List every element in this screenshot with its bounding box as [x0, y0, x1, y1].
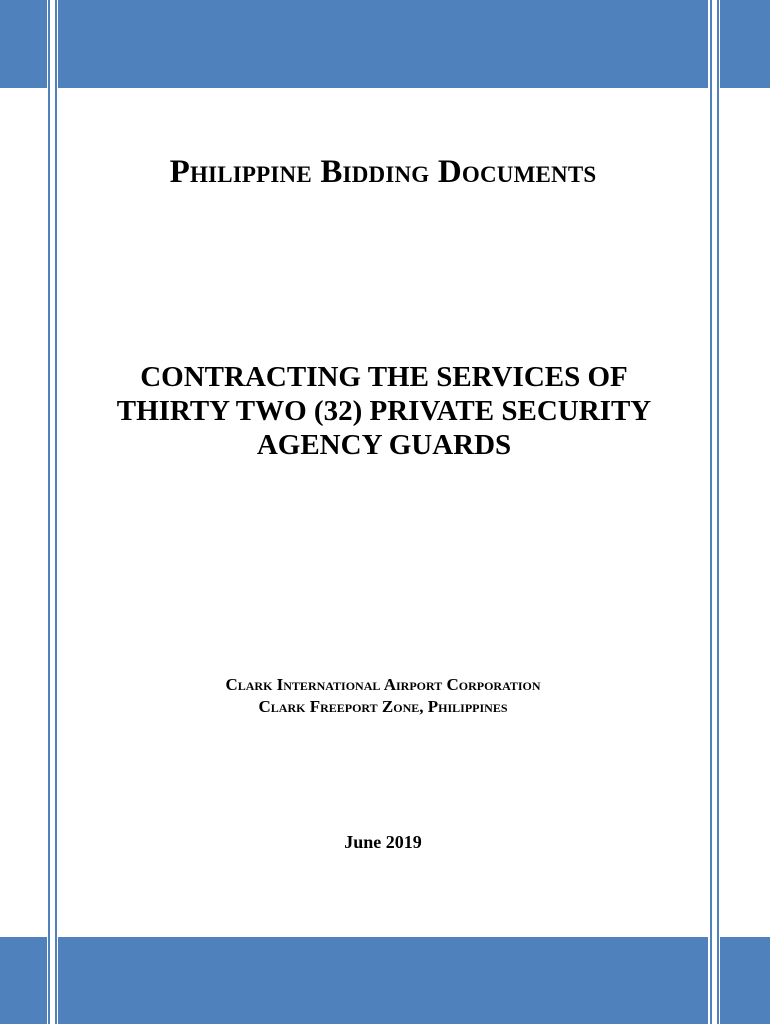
subject-line: AGENCY GUARDS: [256, 429, 512, 461]
bottom-left-blue-block: [0, 937, 47, 1024]
top-center-blue-band: [58, 0, 708, 88]
subject-line: THIRTY TWO (32) PRIVATE SECURITY: [116, 395, 652, 427]
agency-block: [58, 674, 708, 718]
subject-line: CONTRACTING THE SERVICES OF: [140, 361, 628, 393]
agency-name: Clark International Airport Corporation: [225, 675, 541, 694]
right-outer-rule: [717, 0, 719, 1024]
document-title: Philippine Bidding Documents: [169, 154, 597, 190]
procurement-subject: [58, 360, 710, 462]
document-date: June 2019: [344, 832, 422, 852]
left-inner-rule: [55, 0, 57, 1024]
agency-location: Clark Freeport Zone, Philippines: [258, 697, 508, 716]
bottom-center-blue-band: [58, 937, 708, 1024]
right-inner-rule: [710, 0, 712, 1024]
top-left-blue-block: [0, 0, 47, 88]
left-outer-rule: [48, 0, 50, 1024]
bottom-right-blue-block: [720, 937, 770, 1024]
top-right-blue-block: [720, 0, 770, 88]
